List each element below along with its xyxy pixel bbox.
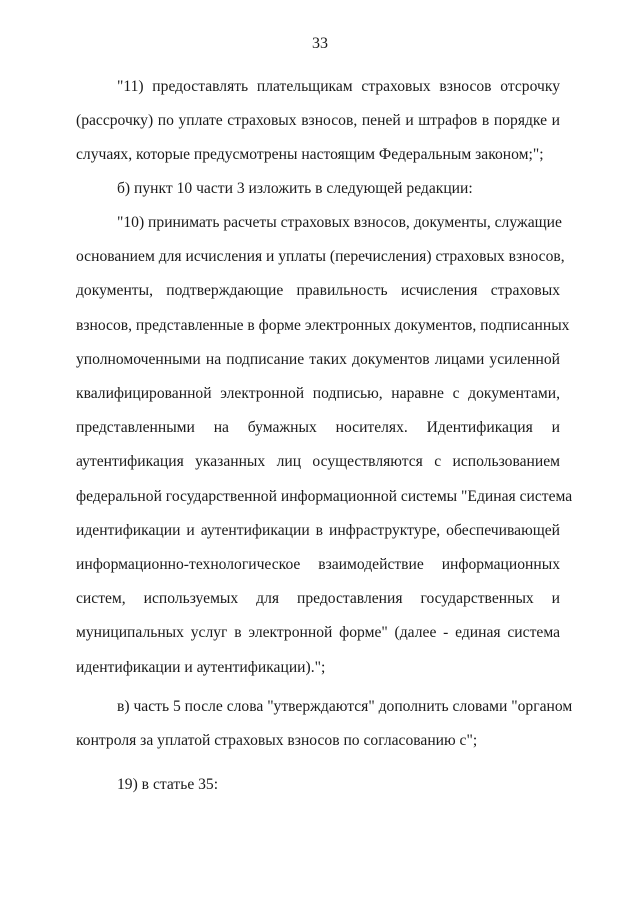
text-line: "11) предоставлять плательщикам страховых взносов отсрочку: [117, 78, 560, 95]
text-line: уполномоченными на подписание таких документов лицами усиленной: [76, 350, 560, 368]
text-line: информационно-технологическое взаимодействие информационных: [76, 556, 560, 574]
text-line: муниципальных услуг в электронной форме" (далее - единая система: [76, 624, 560, 642]
text-line: квалифицированной электронной подписью, наравне с документами,: [76, 385, 560, 403]
paragraph-item-11: [76, 70, 560, 173]
text-line: контроля за уплатой страховых взносов по согласованию с";: [76, 732, 478, 750]
text-line: (рассрочку) по уплате страховых взносов, пеней и штрафов в порядке и: [76, 112, 560, 130]
paragraph-item-19: [76, 768, 560, 802]
text-line: "10) принимать расчеты страховых взносов, документы, служащие: [117, 214, 562, 231]
text-line: идентификации и аутентификации).";: [76, 658, 326, 676]
text-line: б) пункт 10 части 3 изложить в следующей редакции:: [117, 180, 473, 197]
text-line: представленными на бумажных носителях. Идентификация и: [76, 419, 560, 437]
text-line: случаях, которые предусмотрены настоящим Федеральным законом;";: [76, 146, 544, 164]
text-line: взносов, представленные в форме электронных документов, подписанных: [76, 316, 570, 334]
text-line: идентификации и аутентификации в инфраструктуре, обеспечивающей: [76, 521, 560, 539]
text-line: основанием для исчисления и уплаты (перечисления) страховых взносов,: [76, 248, 565, 266]
page-number: 33: [312, 35, 328, 52]
text-line: систем, используемых для предоставления государственных и: [76, 590, 560, 608]
text-line: документы, подтверждающие правильность исчисления страховых: [76, 282, 560, 300]
text-line: федеральной государственной информационной системы "Единая система: [76, 487, 573, 505]
paragraph-subitem-v: [76, 690, 573, 758]
paragraph-item-10: [76, 206, 573, 685]
paragraph-subitem-b: [76, 172, 560, 206]
text-line: аутентификация указанных лиц осуществляются с использованием: [76, 453, 560, 471]
text-line: в) часть 5 после слова "утверждаются" дополнить словами "органом: [117, 698, 573, 715]
text-line: 19) в статье 35:: [117, 776, 219, 793]
